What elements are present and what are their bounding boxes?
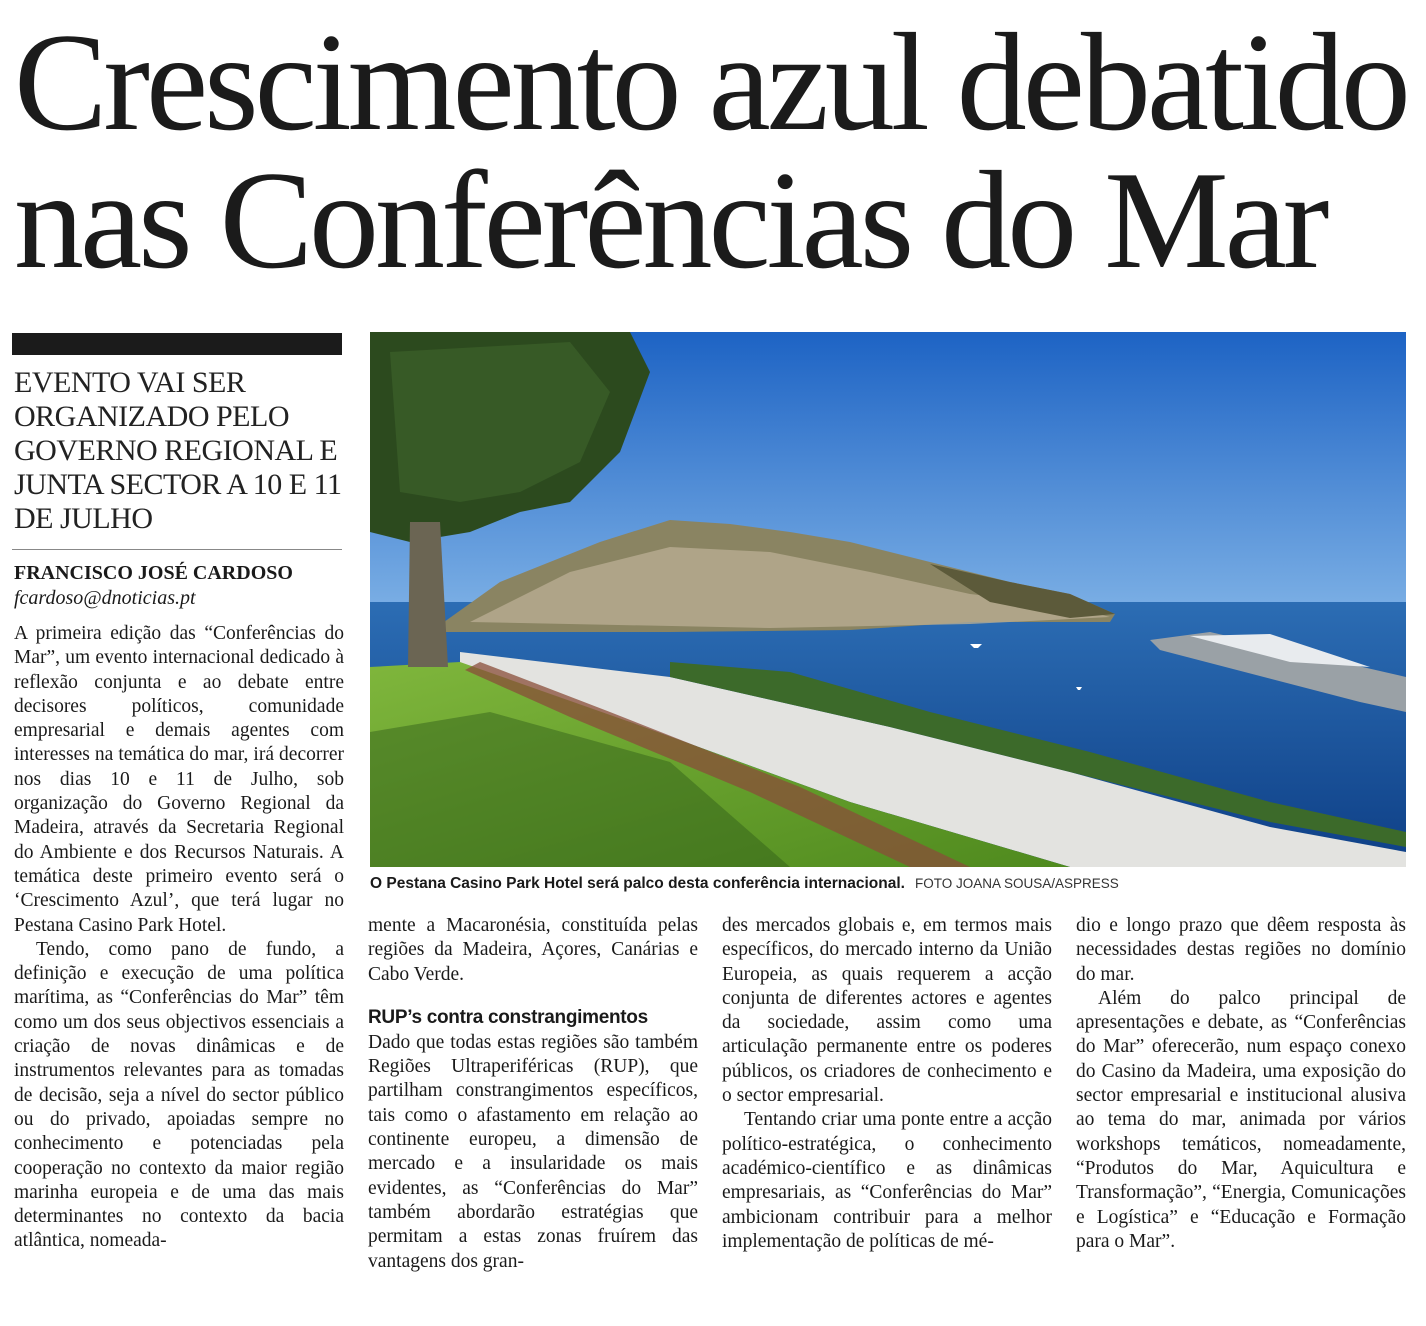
- byline-email: fcardoso@dnoticias.pt: [14, 587, 196, 609]
- paragraph: dio e longo prazo que dêem resposta às necessidades destas regiões no domínio do mar.: [1076, 915, 1406, 985]
- section-bar: [12, 333, 342, 355]
- paragraph: Além do palco principal de apresentações e debate, as “Conferências do Mar” oferecerão, num espaço conexo do Casino da Madeira, uma exposição do sector empresarial e institucional alusiva ao tema do mar, animada por vários workshops temáticos, nomeadamente, “Produtos do Mar, Aquicultura e Transformação”, “Energia, Comunicações e Logística” e “Educação e Formação para o Mar”.: [1076, 987, 1406, 1252]
- caption-text: O Pestana Casino Park Hotel será palco desta conferência internacional.: [370, 875, 905, 892]
- headline-line-2: nas Conferências do Mar: [14, 143, 1326, 298]
- paragraph: mente a Macaronésia, constituída pelas regiões da Madeira, Açores, Canárias e Cabo Verde.: [368, 915, 698, 985]
- article-column-4: [1076, 914, 1406, 1254]
- funchal-bay-image: [370, 332, 1406, 867]
- photo-caption: [370, 874, 1410, 894]
- subheadline: EVENTO VAI SER ORGANIZADO PELO GOVERNO REGIONAL E JUNTA SECTOR A 10 E 11 DE JULHO: [14, 366, 342, 535]
- headline: [14, 5, 1414, 298]
- divider-rule: [12, 549, 342, 550]
- article-column-2: [368, 914, 698, 1274]
- paragraph: A primeira edição das “Conferências do Mar”, um evento internacional dedicado à reflexão conjunta e ao debate entre decisores políticos, comunidade empresarial e demais agentes com interesses na temática do mar, irá decorrer nos dias 10 e 11 de Julho, sob organização do Governo Regional da Madeira, através da Secretaria Regional do Ambiente e dos Recursos Naturais. A temática deste primeiro evento será o ‘Crescimento Azul’, que terá lugar no Pestana Casino Park Hotel.: [14, 623, 344, 936]
- photo-credit: FOTO JOANA SOUSA/ASPRESS: [914, 876, 1119, 891]
- paragraph: Tentando criar uma ponte entre a acção político-estratégica, o conhecimento académico-científico e as dinâmicas empresariais, as “Conferências do Mar” ambicionam contribuir para a melhor implementação de políticas de mé-: [722, 1109, 1052, 1252]
- headline-line-1: Crescimento azul debatido: [14, 5, 1407, 160]
- paragraph: des mercados globais e, em termos mais específicos, do mercado interno da União Europeia, as quais requerem a acção conjunta de diferentes actores e agentes da sociedade, assim como uma articulação permanente entre os poderes públicos, os criadores de conhecimento e o sector empresarial.: [722, 915, 1052, 1107]
- paragraph: Tendo, como pano de fundo, a definição e execução de uma política marítima, as “Conferências do Mar” têm como um dos seus objectivos essenciais a criação de novas dinâmicas e de instrumentos relevantes para as tomadas de decisão, seja a nível do sector público ou do privado, apoiadas sempre no conhecimento e potenciadas pela cooperação no contexto da maior região marinha europeia e de uma das mais determinantes no contexto da bacia atlântica, nomeada-: [14, 938, 344, 1252]
- section-subhead: RUP’s contra constrangimentos: [368, 1006, 648, 1028]
- article-column-3: [722, 914, 1052, 1254]
- paragraph: Dado que todas estas regiões são também Regiões Ultraperiféricas (RUP), que partilham constrangimentos específicos, tais como o afastamento em relação ao continente europeu, a dimensão de mercado e a insularidade os mais evidentes, as “Conferências do Mar” também abordarão estratégias que permitam a estas zonas fruírem das vantagens dos gran-: [368, 1031, 698, 1272]
- article-column-1: [14, 622, 344, 1254]
- byline-author: FRANCISCO JOSÉ CARDOSO: [14, 562, 293, 584]
- article-photo: [370, 332, 1406, 867]
